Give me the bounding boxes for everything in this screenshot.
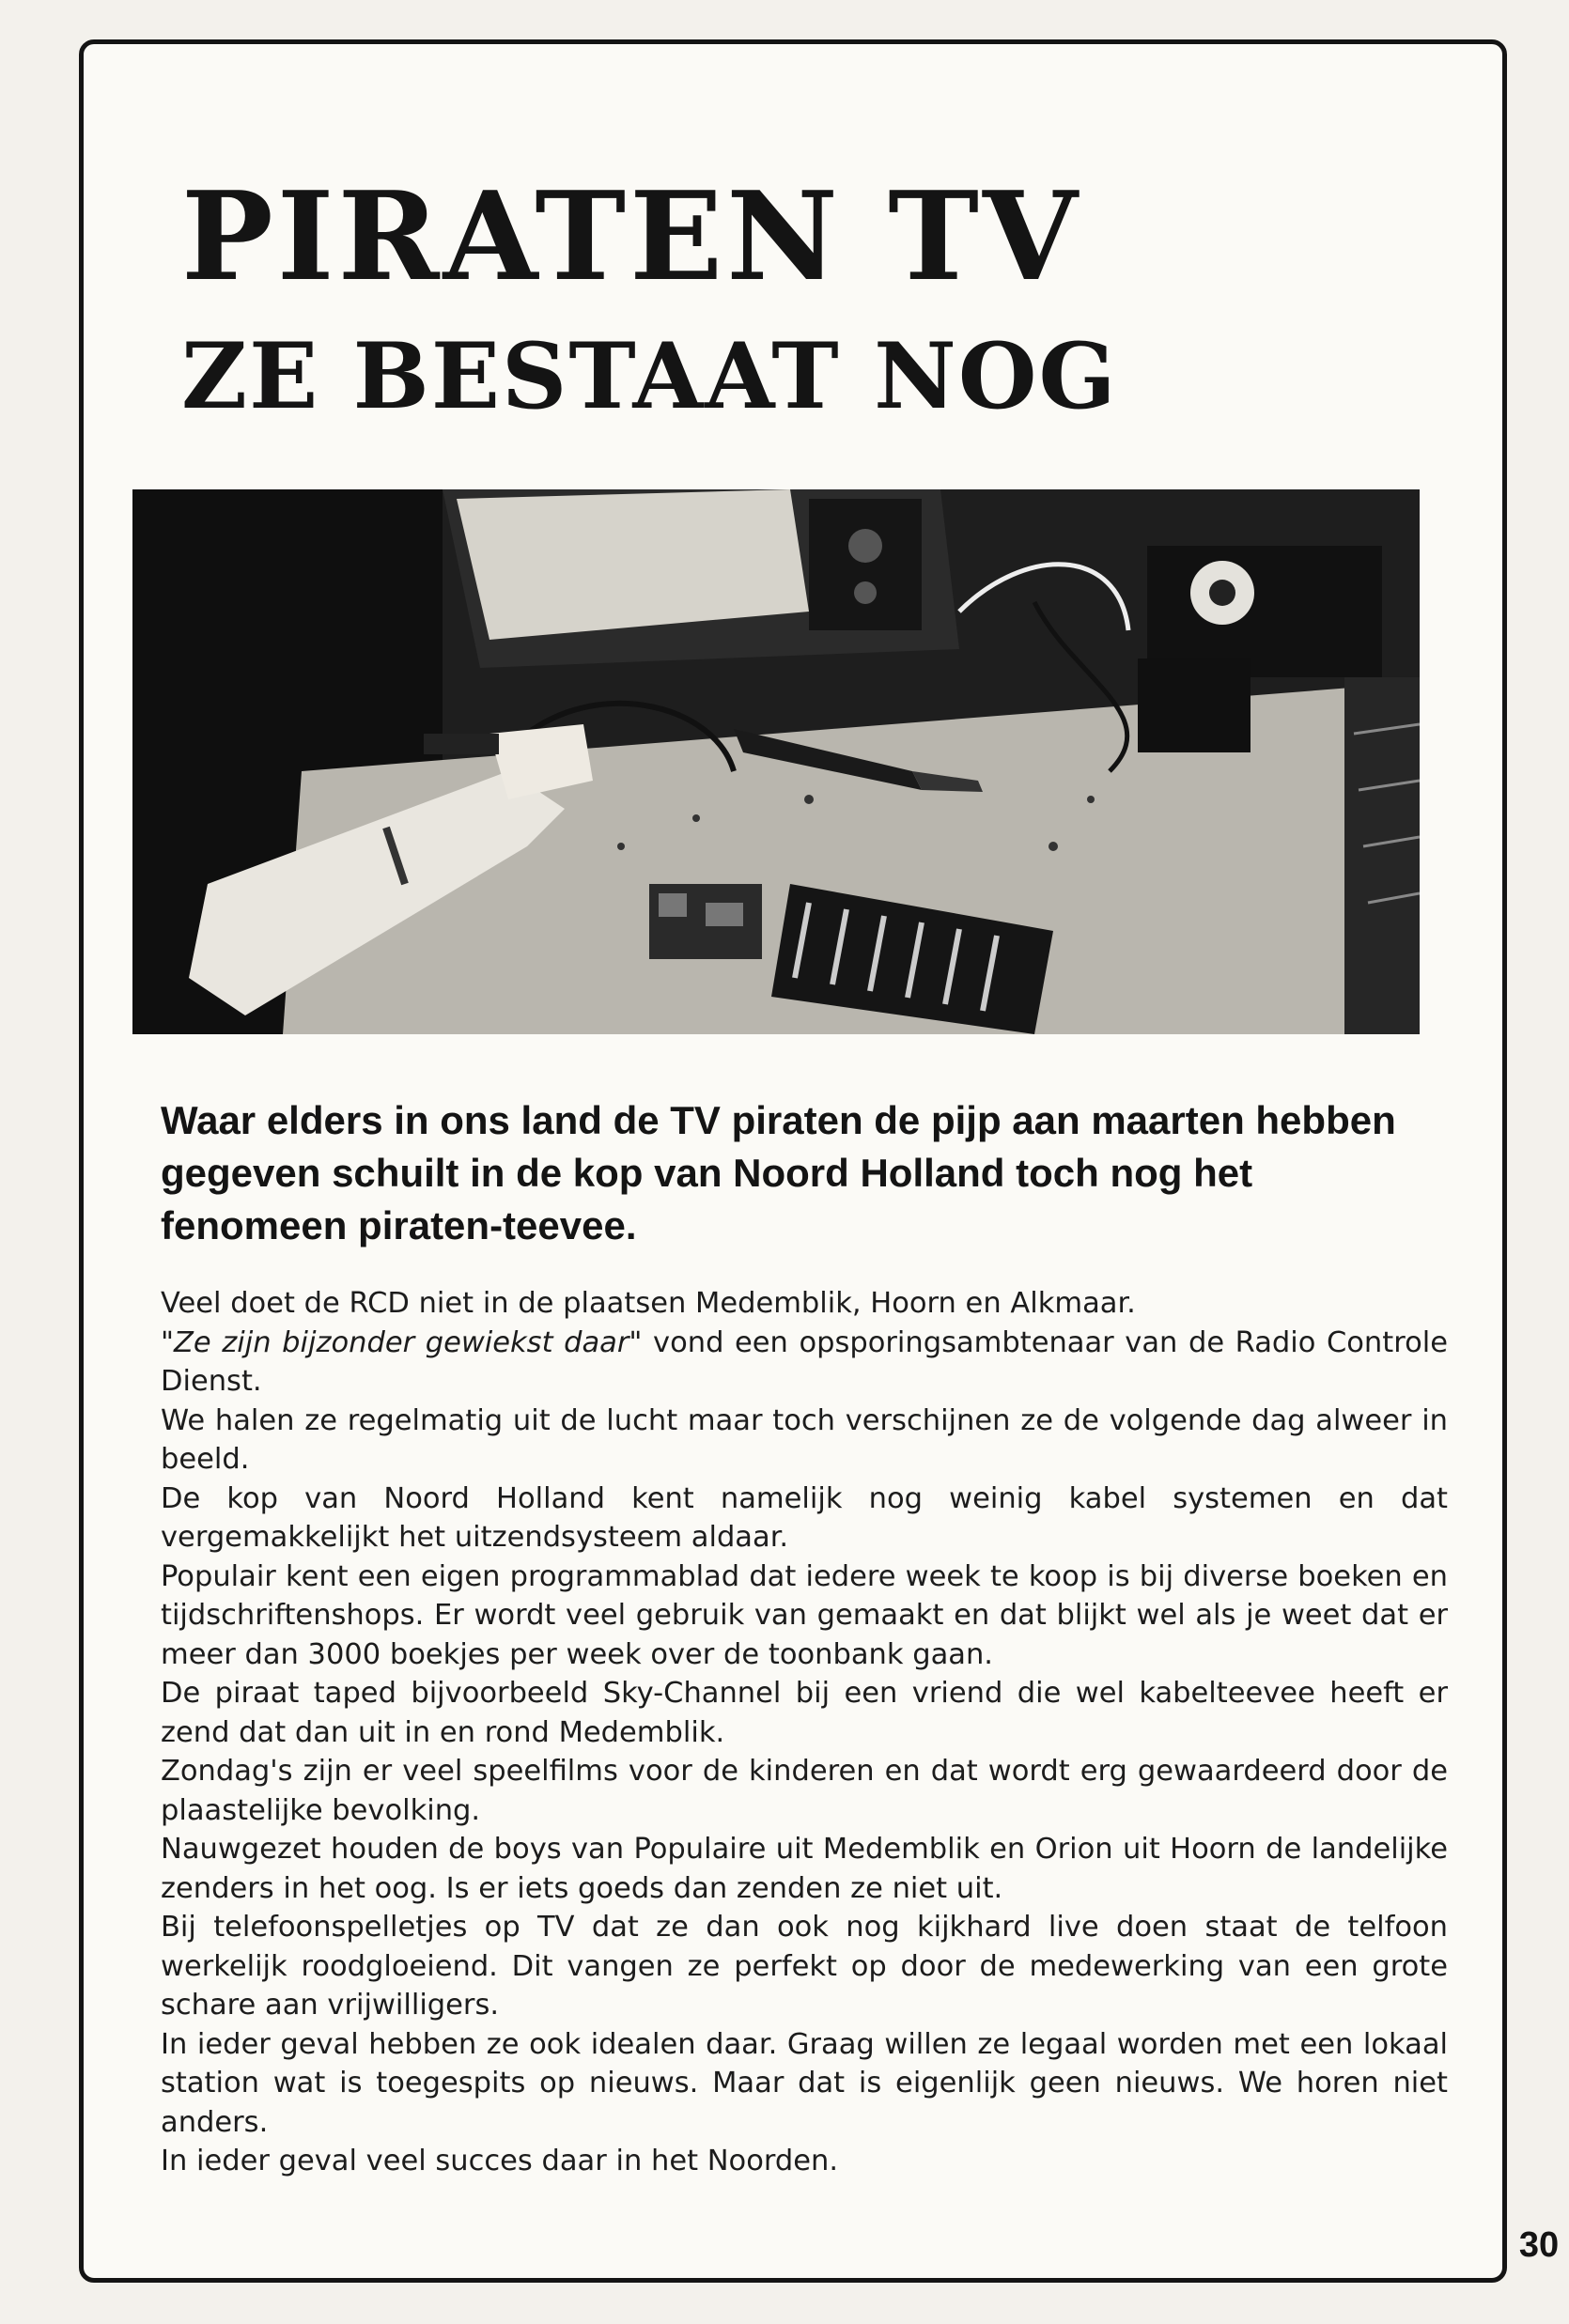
quote-attribution: vond een opsporingsambtenaar van de Radio Controle Dienst.: [161, 1325, 1448, 1398]
article-photo: [132, 489, 1420, 1034]
photo-image: [132, 489, 1420, 1034]
body-paragraph-quote: "Ze zijn bijzonder gewiekst daar" vond een opsporingsambtenaar van de Radio Controle Dienst.: [161, 1325, 1448, 1398]
body-paragraph: In ieder geval veel succes daar in het Noorden.: [161, 2145, 839, 2177]
article-headline: [181, 164, 1118, 429]
headline-line-2: ZE BESTAAT NOG: [181, 323, 1118, 429]
body-paragraph: De kop van Noord Holland kent namelijk nog weinig kabel systemen en dat vergemakkelijkt het uitzendsysteem aldaar.: [161, 1481, 1448, 1554]
headline-line-1: PIRATEN TV: [181, 164, 1081, 308]
body-paragraph: Bij telefoonspelletjes op TV dat ze dan ook nog kijkhard live doen staat de telfoon werkelijk roodgloeiend. Dit vangen ze perfekt op door de medewerking van een grote schare aan vrijwilligers.: [161, 1911, 1448, 2022]
page-number: 30: [1509, 2215, 1569, 2275]
page-frame: [79, 39, 1507, 2283]
body-paragraph: In ieder geval hebben ze ook idealen daar. Graag willen ze legaal worden met een lokaal station wat is toegespits op nieuws. Maar dat is eigenlijk geen nieuws. We horen niet anders.: [161, 2027, 1448, 2139]
body-paragraph: Veel doet de RCD niet in de plaatsen Medemblik, Hoorn en Alkmaar.: [161, 1287, 1136, 1320]
body-paragraph: Nauwgezet houden de boys van Populaire uit Medemblik en Orion uit Hoorn de landelijke zenders in het oog. Is er iets goeds dan zenden ze niet uit.: [161, 1833, 1448, 1905]
body-paragraph: De piraat taped bijvoorbeeld Sky-Channel bij een vriend die wel kabelteevee heeft er zend dat dan uit in en rond Medemblik.: [161, 1677, 1448, 1749]
body-paragraph: Populair kent een eigen programmablad dat iedere week te koop is bij diverse boeken en tijdschriftenshops. Er wordt veel gebruik van gemaakt en dat blijkt wel als je weet dat er meer dan 3000 boekjes per week over de toonbank gaan.: [161, 1559, 1448, 1671]
article-body: [161, 1284, 1448, 2181]
quote-text: Ze zijn bijzonder gewiekst daar: [174, 1325, 629, 1359]
article-lead: Waar elders in ons land de TV piraten de pijp aan maarten hebben gegeven schuilt in de kop van Noord Holland toch nog het fenomeen piraten-teevee.: [161, 1098, 1396, 1247]
body-paragraph: We halen ze regelmatig uit de lucht maar toch verschijnen ze de volgende dag alweer in beeld.: [161, 1403, 1448, 1476]
body-paragraph: Zondag's zijn er veel speelfilms voor de kinderen en dat wordt erg gewaardeerd door de plaastelijke bevolking.: [161, 1755, 1448, 1827]
